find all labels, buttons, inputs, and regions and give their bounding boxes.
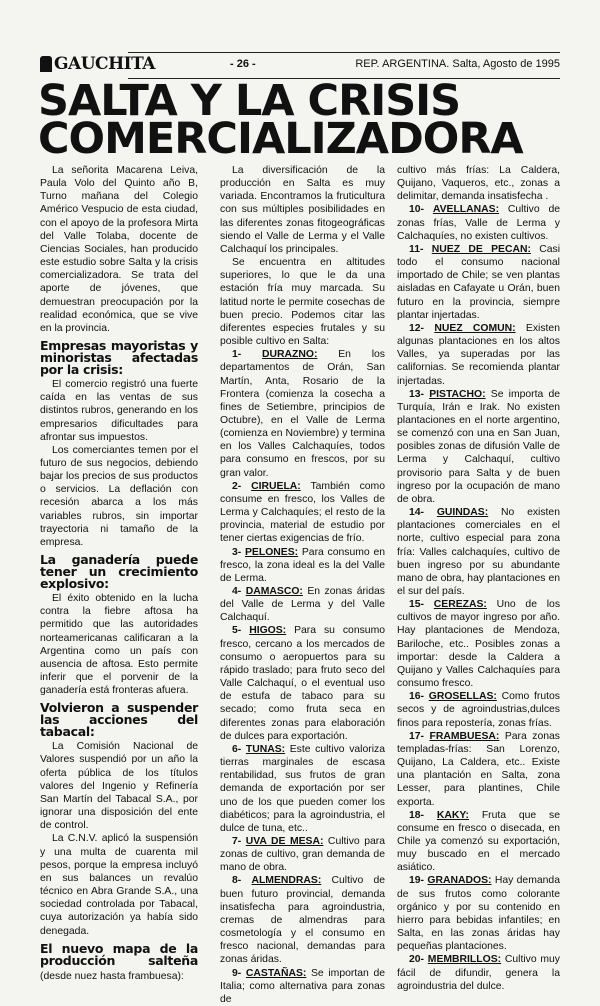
crop-name: GUINDAS:	[436, 507, 489, 519]
crop-entry	[220, 585, 385, 624]
paragraph: El comercio registró una fuerte caída en las ventas de sus distintos rubros, generando en los empresarios dificultades para afrontar sus impuestos.	[40, 379, 198, 443]
crop-description: Se importa de Turquía, Irán e Irak. No existen plantaciones en el norte argentino, se comenzó con una en San Juan, posibles zonas de difusión Valle de Lerma y Calchaquí, cultivo provisorio para Salta y de buen ingreso por la ocupación de mano de obra.	[397, 388, 561, 505]
crop-entry	[397, 809, 560, 875]
crop-entry	[220, 967, 385, 1006]
crop-entry	[397, 243, 560, 322]
headline	[38, 76, 568, 164]
crop-entry	[397, 388, 560, 506]
entry-number: 1-	[232, 349, 242, 361]
crop-name: CIRUELA:	[251, 480, 301, 492]
entry-number: 4-	[232, 586, 242, 597]
crop-entry	[397, 874, 560, 953]
crop-entry	[397, 953, 560, 992]
crop-name: DAMASCO:	[245, 586, 303, 597]
crop-entry	[397, 506, 560, 598]
entry-number: 5-	[232, 625, 242, 637]
crop-description: Cultivo muy fácil de difundir, genera la agroindustria del dulce.	[397, 954, 561, 992]
crop-entry	[220, 624, 385, 742]
entry-number: 17-	[409, 730, 425, 742]
crop-description: En zonas áridas del Valle de Lerma y del Valle Calchaquí.	[220, 586, 385, 624]
entry-number: 20-	[409, 954, 425, 966]
crop-entry	[397, 730, 560, 809]
entry-number: 2-	[232, 480, 242, 492]
crop-entry	[220, 348, 385, 480]
crop-description: Para su consumo fresco, cercano a los mercados de consumo o aeropuertos para su rápido traslado; para fruto seco del Valle Calchaquí, o el eventual uso de estufa de tabaco para su secado; como fruta seca en diferentes zonas para elaboración de dulces para exportación.	[220, 625, 386, 742]
crop-description: Como frutos secos y de agroindustrias,dulces finos para repostería, zonas frías.	[397, 691, 560, 729]
crop-name: MEMBRILLOS:	[427, 954, 502, 966]
entry-number: 11-	[409, 243, 424, 255]
crop-description: No existen plantaciones comerciales en el norte, cultivo especial para zona fría: Valles calchaquíes, cultivo de buen ingreso por su abundante mano de obra, hay plantaciones en el sur del país.	[397, 507, 560, 597]
crop-name: DURAZNO:	[262, 349, 318, 361]
crop-description: Para consumo en fresco, la zona ideal es la del Valle de Lerma.	[220, 546, 386, 584]
page-number: - 26 -	[230, 58, 256, 70]
paragraph: Los comerciantes temen por el futuro de sus negocios, debiendo bajar los precios de sus productos o servicios. La deflación con recesión abarca a los más variables rubros, sin importar trayectoria ni tamaño de la empresa.	[40, 444, 198, 548]
crop-entry	[397, 598, 560, 690]
section-heading-ganaderia: La ganadería puede tener un crecimiento explosivo:	[40, 552, 198, 592]
entry-number: 15-	[409, 599, 425, 611]
paragraph: La diversificación de la producción en Salta es muy variada. Encontramos la fruticultura con sus múltiples posibilidades en las diferentes zonas fitogeográficas siendo el Valle de Lerma y el Valle Calchaquí los principales.	[220, 165, 385, 255]
crop-name: KAKY:	[436, 809, 469, 821]
entry-number: 8-	[232, 875, 242, 887]
crop-description: Hay demanda de sus frutos como colorante orgánico y por su contenido en hierro para bebidas infantiles; en Salta, en las zonas áridas hay pequeñas plantaciones.	[397, 875, 560, 953]
entry-number: 18-	[409, 809, 425, 821]
crop-description: Para zonas templadas-frías: San Lorenzo, Quijano, La Caldera, etc.. Existe una plantación en Salta, zona Lesser, para plantines, Chile exporta.	[397, 730, 560, 808]
crop-name: CEREZAS:	[433, 599, 487, 611]
crop-name: FRAMBUESA:	[429, 730, 500, 742]
crop-name: UVA DE MESA:	[245, 835, 324, 847]
entry-number: 16-	[409, 691, 425, 703]
crop-description: Fruta que se consume en fresco o disecada, en Chile ya comenzó su exportación, muy buscado en el mercado asiático.	[397, 809, 560, 874]
publication-info: REP. ARGENTINA. Salta, Agosto de 1995	[355, 58, 560, 70]
crop-description: Casi todo el consumo nacional importado de Chile; se ven plantas aisladas en Cafayate u Orán, buen futuro en la provincia, siempre plantar injertadas.	[397, 243, 561, 321]
logo-text: GAUCHITA	[54, 54, 155, 74]
entry-number: 10-	[409, 204, 425, 216]
crop-description: En los departamentos de Orán, San Martín, Anta, Rosario de la Frontera (comienza la cosecha a fines de Setiembre, principios de Octubre), en el Valle de Lerma (comienza en Noviembre) y termina en los Valles Calchaquíes, todos para consumo en frescos, por su gran valor.	[220, 349, 385, 479]
entry-number: 9-	[232, 967, 242, 979]
section-heading-comercio: Empresas mayoristas y minoristas afectadas por la crisis:	[40, 338, 198, 378]
crop-description: Cultivo de zonas frías, Valle de Lerma y Calchaquíes, no existen cultivos.	[397, 204, 561, 242]
entry-number: 7-	[232, 835, 242, 847]
column-2	[220, 164, 385, 1006]
headline-line-1: SALTA Y LA CRISIS	[38, 76, 461, 126]
entry-number: 14-	[409, 507, 425, 519]
mapa-heading-bold: El nuevo mapa de la producción salteña	[40, 940, 198, 968]
entry-number: 12-	[409, 322, 425, 334]
crop-description: Uno de los cultivos de mayor ingreso por año. Hay plantaciones de Mendoza, Bariloche, etc.. Posibles zonas a importar: desde la Caldera a Quijano y Valles Calchaquíes para consumo fresco.	[397, 599, 561, 690]
column-1	[40, 164, 198, 985]
crop-name: NUEZ DE PECAN:	[431, 243, 531, 255]
section-heading-mapa	[40, 940, 198, 983]
section-heading-tabacal: Volvieron a suspender las acciones del tabacal:	[40, 700, 198, 740]
crop-name: AVELLANAS:	[432, 204, 500, 216]
crop-name: NUEZ COMUN:	[434, 322, 516, 334]
crop-name: ALMENDRAS:	[251, 875, 322, 887]
crop-description: También como consume en fresco, los Valles de Lerma y Calchaquíes; el resto de la provincia, material de estudio por tener ciertas exigencias de frío.	[220, 480, 385, 545]
crop-entry	[397, 690, 560, 729]
entry-number: 3-	[232, 546, 242, 558]
entry-number: 6-	[232, 743, 242, 755]
crop-entry	[220, 874, 385, 966]
header-rule-top	[128, 52, 560, 53]
intro-paragraph: La señorita Macarena Leiva, Paula Volo del Quinto año B, Turno mañana del Colegio Américo Vespucio de esta ciudad, con el apoyo de la profesora Mirta del Valle Tolaba, docente de Ciencias Sociales, han producido este estudio sobre Salta y la crisis comercializadora. Se trata del aporte de jóvenes, que demuestran preocupación por la realidad económica, que se vive en la provincia.	[40, 165, 198, 334]
paragraph: La C.N.V. aplicó la suspensión y una multa de cuarenta mil pesos, porque la empresa incluyó en sus balances un revalúo técnico en Abra Grande S.A., una sociedad controlada por Tabacal, cuya autorización ya había sido denegada.	[40, 833, 198, 937]
crop-description: Cultivo para zonas de cultivo, gran demanda de mano de obra.	[220, 835, 385, 874]
crop-description: Cultivo de buen futuro provincial, demanda insatisfecha para agroindustria, cremas de almendras para cosmetología y el consumo en fresco nacional, demandas para zonas áridas.	[220, 875, 386, 966]
gaucho-figure-icon	[40, 56, 52, 72]
masthead-logo	[40, 54, 155, 74]
crop-entry	[397, 322, 560, 388]
paragraph: cultivo más frías: La Caldera, Quijano, Vaqueros, etc., zonas a delimitar, demanda insatisfecha .	[397, 165, 560, 203]
crop-name: PELONES:	[245, 546, 299, 558]
mapa-heading-tail: (desde nuez hasta frambuesa):	[40, 970, 184, 982]
entry-number: 19-	[409, 875, 425, 887]
column-3	[397, 164, 560, 993]
paragraph: Se encuentra en altitudes superiores, lo que le da una estación fría muy marcada. Su latitud norte le permite cosechas de buen precio. Podemos citar las diferentes especies frutales y su posible cultivo en Salta:	[220, 257, 385, 348]
crop-description: Se importan de Italia; como alternativa para zonas de	[220, 967, 386, 1005]
crop-description: Este cultivo valoriza tierras marginales de escasa rentabilidad, sus frutos de gran demanda de exportación por ser uno de los que pueden comer los diabéticos; para la agroindustria, el dulce de tuna, etc..	[220, 743, 386, 834]
entry-number: 13-	[409, 388, 425, 400]
paragraph: La Comisión Nacional de Valores suspendió por un año la oferta pública de los títulos valores del Ingenio y Refinería San Martín del Tabacal S.A., por ignorar una disposición del ente de control.	[40, 741, 198, 832]
crop-entry	[220, 743, 385, 835]
crop-entry	[220, 546, 385, 585]
crop-name: PISTACHO:	[429, 388, 486, 400]
paragraph: El éxito obtenido en la lucha contra la fiebre aftosa ha permitido que las autoridades norteamericanas calificaran a la Argentina como un país con ausencia de aftosa. Esto permite inferir que el porvenir de la ganadería está fronteras afuera.	[40, 593, 198, 697]
crop-name: CASTAÑAS:	[245, 967, 307, 979]
crop-entry	[220, 835, 385, 874]
headline-line-2: COMERCIALIZADORA	[38, 114, 523, 164]
crop-name: HIGOS:	[249, 625, 287, 637]
crop-name: GROSELLAS:	[428, 691, 497, 703]
crop-name: GRANADOS:	[427, 875, 492, 887]
crop-description: Existen algunas plantaciones en los altos Valles, ya superadas por las californias. Se recomienda plantar injertadas.	[397, 322, 560, 387]
crop-name: TUNAS:	[245, 743, 286, 755]
crop-entry	[397, 203, 560, 242]
crop-entry	[220, 480, 385, 546]
